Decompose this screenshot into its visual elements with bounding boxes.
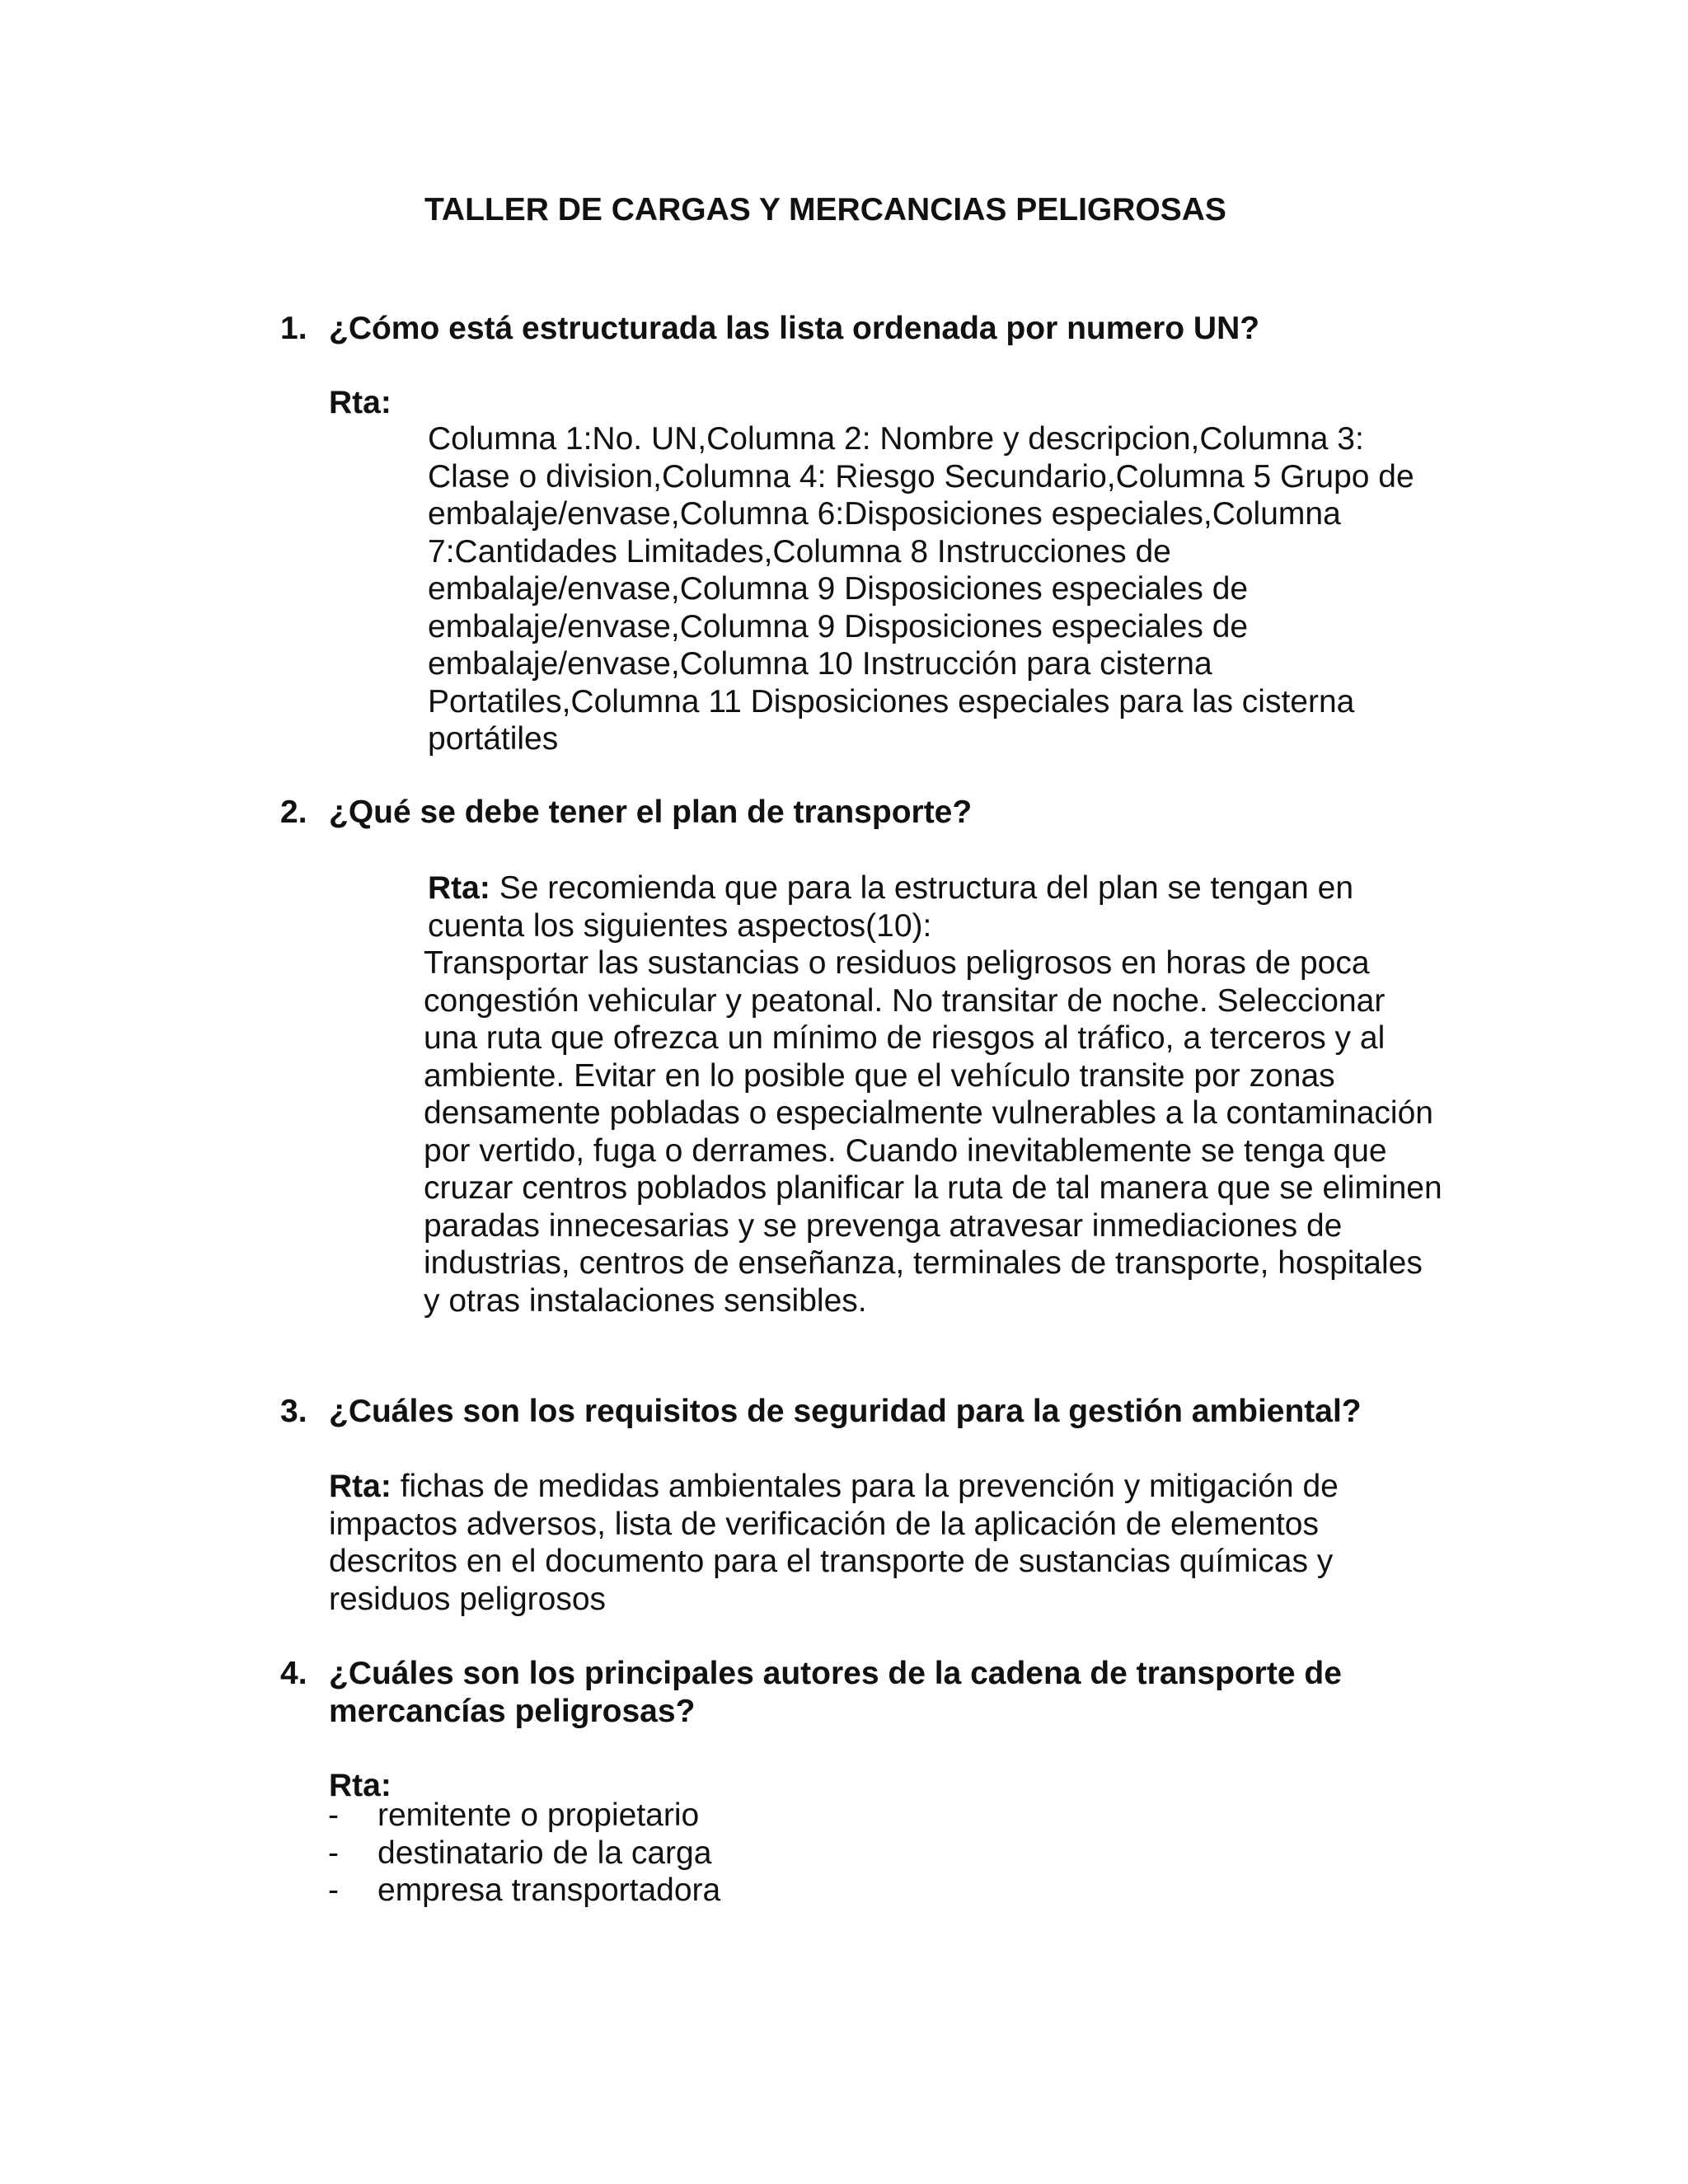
question-text: ¿Cómo está estructurada las lista ordenada por numero UN? (329, 311, 1260, 346)
answer-label: Rta: (329, 1768, 392, 1803)
answer-2-intro (428, 869, 1400, 944)
answer-intro-text: Se recomienda que para la estructura del plan se tengan en cuenta los siguientes aspectos(10): (428, 870, 1354, 944)
question-text: ¿Cuáles son los principales autores de la cadena de transporte de mercancías peligrosas? (329, 1656, 1342, 1729)
list-item-text: empresa transportadora (377, 1872, 721, 1908)
answer-1: Columna 1:No. UN,Columna 2: Nombre y descripcion,Columna 3: Clase o division,Columna 4: Riesgo Secundario,Columna 5 Grupo de embalaje/envase,Columna 6:Disposiciones especiales,Columna 7:Cantidades Limitades,Columna 8 Instrucciones de embalaje/envase,Columna 9 Disposiciones especiales de embalaje/envase,Columna 9 Disposiciones especiales de embalaje/envase,Columna 10 Instrucción para cisterna Portatiles,Columna 11 Disposiciones especiales para las cisterna portátiles (428, 421, 1414, 757)
bullet-marker: - (328, 1835, 339, 1871)
bullet-marker: - (328, 1872, 339, 1908)
answer-label: Rta: (329, 1469, 392, 1504)
document-title: TALLER DE CARGAS Y MERCANCIAS PELIGROSAS (424, 192, 1226, 227)
answer-label: Rta: (329, 385, 392, 420)
question-number: 4. (280, 1656, 307, 1691)
answer-label: Rta: (428, 870, 490, 906)
list-item-text: destinatario de la carga (377, 1835, 712, 1871)
list-item-text: remitente o propietario (377, 1797, 700, 1833)
question-text: ¿Cuáles son los requisitos de seguridad para la gestión ambiental? (329, 1394, 1362, 1429)
question-number: 1. (280, 311, 307, 346)
question-number: 2. (280, 794, 307, 830)
bullet-marker: - (328, 1797, 339, 1833)
question-text: ¿Qué se debe tener el plan de transporte? (329, 794, 973, 830)
question-number: 3. (280, 1394, 307, 1429)
answer-text: fichas de medidas ambientales para la prevención y mitigación de impactos adversos, lista de verificación de la aplicación de elementos descritos en el documento para el transporte de sustancias químicas y residuos peligrosos (329, 1469, 1339, 1617)
answer-2: Transportar las sustancias o residuos peligrosos en horas de poca congestión vehicular y peatonal. No transitar de noche. Seleccionar una ruta que ofrezca un mínimo de riesgos al tráfico, a terceros y al ambiente. Evitar en lo posible que el vehículo transite por zonas densamente pobladas o especialmente vulnerables a la contaminación por vertido, fuga o derrames. Cuando inevitablemente se tenga que cruzar centros poblados planificar la ruta de tal manera que se eliminen paradas innecesarias y se prevenga atravesar inmediaciones de industrias, centros de enseñanza, terminales de transporte, hospitales y otras instalaciones sensibles. (424, 945, 1442, 1319)
answer-3 (329, 1468, 1359, 1618)
